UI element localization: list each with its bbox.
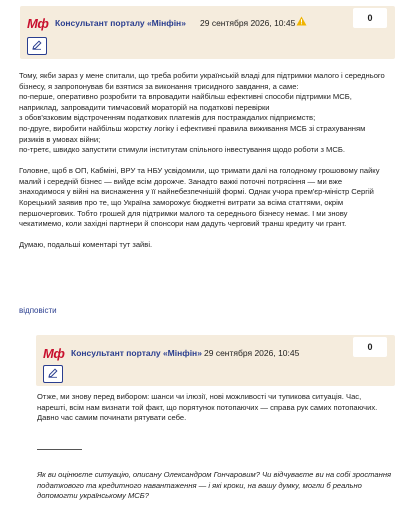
minfin-logo: Мф xyxy=(43,346,65,361)
divider xyxy=(37,449,82,450)
edit-button[interactable] xyxy=(27,37,47,55)
comment-paragraph: Думаю, подальші коментарі тут зайві. xyxy=(19,240,153,250)
vote-count: 0 xyxy=(353,8,387,28)
comment-date: 29 сентября 2026, 10:45 xyxy=(200,18,296,28)
comment-header xyxy=(20,6,395,59)
comment-paragraph: Тому, якби зараз у мене спитали, що треба робити українській владі для підтримки малого і середнього бізнесу, я запропонував би взятися за виконання трисидного завдання, а саме: по-перше, оперативно розробити та впровадити найбільш ефективні способи підтримки МСБ, наприклад, запровадити тимчасовий мораторій на податкові перевірки з обов'язковим відстроченням податкових платежів для постраждалих підприємств; по-друге, виробити найбільш жорстку логіку і ефективні правила виживання МСБ зі страхуванням ризиків в умовах війни; по-третє, швидко запустити стимули інститутам спільного інвестування щодо роботи з МСБ. xyxy=(19,71,385,155)
pencil-icon xyxy=(32,40,42,50)
comment-author[interactable]: Консультант порталу «Мінфін» xyxy=(71,348,202,358)
edit-button[interactable] xyxy=(43,365,63,383)
comment-author[interactable]: Консультант порталу «Мінфін» xyxy=(55,18,186,28)
comment-paragraph: Отже, ми знову перед вибором: шанси чи ілюзії, нові можливості чи тупикова ситуація. Час, нарешті, всім нам визнати той факт, що порятунок потопаючих — справа рук самих потопаючих. Давно час самим починати рятувати себе. xyxy=(37,392,378,423)
minfin-logo: Мф xyxy=(27,16,49,31)
comment-body xyxy=(37,392,393,424)
warning-icon[interactable] xyxy=(296,16,307,28)
reply-link[interactable]: відповісти xyxy=(19,306,57,315)
comment-header xyxy=(36,335,395,386)
comment-body xyxy=(19,71,389,251)
comment-date: 29 сентября 2026, 10:45 xyxy=(204,348,300,358)
discussion-question: Як ви оцінюєте ситуацію, описану Олександром Гончаровим? Чи відчуваєте ви на собі зростання податкового та кредитного навантаження — і які кроки, на вашу думку, могли б реально допомогти українському МСБ? xyxy=(37,470,392,501)
comment-paragraph: Головне, щоб в ОП, Кабміні, ВРУ та НБУ усвідомили, що тримати далі на голодному грошовому пайку малий і середній бізнес — вийде всім дорожче. Занадто важкі поточні потрясіння — ми вже знаходимося у війні на виснаження у її найнебезпечнішій формі. Однак учора прем'єр-міністр Сергій Корецький заявив про те, що Україна заморожує бюджетні витрати за всіма статтями, окрім першочергових. Тобто грошей для підтримки малого та середнього бізнесу немає. І ми знову чекатимемо, коли західні партнери й спонсори нам дадуть черговий транш кредиту чи грант. xyxy=(19,166,380,229)
pencil-icon xyxy=(48,368,58,378)
vote-count: 0 xyxy=(353,337,387,357)
